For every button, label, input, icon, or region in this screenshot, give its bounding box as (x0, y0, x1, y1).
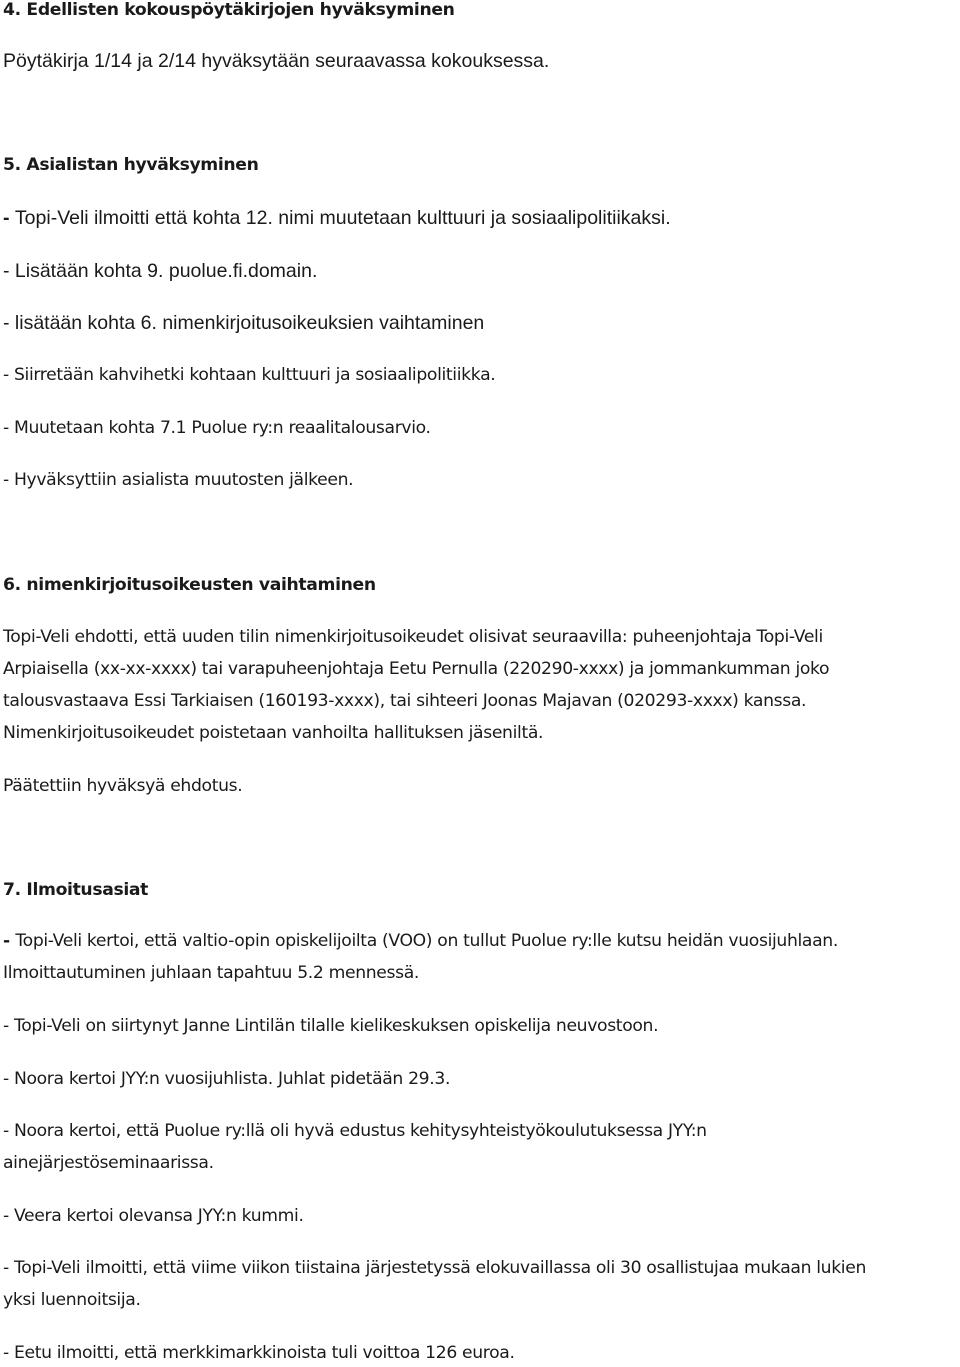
section-7-item-continuation: Ilmoittautuminen juhlaan tapahtuu 5.2 mennessä. (3, 963, 420, 983)
section-7-item: - Noora kertoi JYY:n vuosijuhlista. Juhlat pidetään 29.3. (3, 1069, 451, 1089)
item-text: Topi-Veli ilmoitti että kohta 12. nimi muutetaan kulttuuri ja sosiaalipolitiikaksi. (14, 207, 671, 229)
section-7-item: - Noora kertoi, että Puolue ry:llä oli hyvä edustus kehitysyhteistyökoulutuksessa JYY:n (3, 1121, 707, 1141)
section-5-heading: 5. Asialistan hyväksyminen (3, 155, 259, 175)
section-6-heading: 6. nimenkirjoitusoikeusten vaihtaminen (3, 575, 376, 595)
section-7-item-continuation: yksi luennoitsija. (3, 1290, 141, 1310)
section-7-item: - Veera kertoi olevansa JYY:n kummi. (3, 1206, 304, 1226)
item-dash: - (3, 207, 15, 229)
section-7-item (3, 933, 838, 950)
section-6-decision: Päätettiin hyväksyä ehdotus. (3, 776, 243, 796)
section-7-heading: 7. Ilmoitusasiat (3, 880, 148, 900)
section-6-paragraph-line: talousvastaava Essi Tarkiaisen (160193-xxxx), tai sihteeri Joonas Majavan (020293-xxxx) kanssa. (3, 691, 807, 711)
section-5-item (3, 209, 671, 229)
section-5-item: - Hyväksyttiin asialista muutosten jälkeen. (3, 470, 354, 490)
section-7-item: - Topi-Veli ilmoitti, että viime viikon tiistaina järjestetyssä elokuvaillassa oli 30 osallistujaa mukaan lukien (3, 1258, 866, 1278)
section-5-item: - Lisätään kohta 9. puolue.fi.domain. (3, 260, 318, 282)
section-7-item-continuation: ainejärjestöseminaarissa. (3, 1153, 214, 1173)
section-4-heading: 4. Edellisten kokouspöytäkirjojen hyväksyminen (3, 0, 455, 20)
section-6-paragraph-line: Arpiaisella (xx-xx-xxxx) tai varapuheenjohtaja Eetu Pernulla (220290-xxxx) ja jommankumman joko (3, 659, 830, 679)
section-5-item: - Muutetaan kohta 7.1 Puolue ry:n reaalitalousarvio. (3, 418, 431, 438)
section-6-paragraph-line: Nimenkirjoitusoikeudet poistetaan vanhoilta hallituksen jäseniltä. (3, 723, 544, 743)
item-text: Topi-Veli kertoi, että valtio-opin opiskelijoilta (VOO) on tullut Puolue ry:lle kutsu heidän vuosijuhlaan. (15, 931, 838, 951)
section-4-text: Pöytäkirja 1/14 ja 2/14 hyväksytään seuraavassa kokouksessa. (3, 50, 550, 72)
section-7-item: - Topi-Veli on siirtynyt Janne Lintilän tilalle kielikeskuksen opiskelija neuvostoon. (3, 1016, 659, 1036)
section-5-item: - Siirretään kahvihetki kohtaan kulttuuri ja sosiaalipolitiikka. (3, 365, 496, 385)
item-dash: - (3, 931, 16, 951)
section-6-paragraph-line: Topi-Veli ehdotti, että uuden tilin nimenkirjoitusoikeudet olisivat seuraavilla: puheenjohtaja Topi-Veli (3, 627, 823, 647)
section-7-item: - Eetu ilmoitti, että merkkimarkkinoista tuli voittoa 126 euroa. (3, 1343, 515, 1363)
section-5-item: - lisätään kohta 6. nimenkirjoitusoikeuksien vaihtaminen (3, 312, 485, 334)
